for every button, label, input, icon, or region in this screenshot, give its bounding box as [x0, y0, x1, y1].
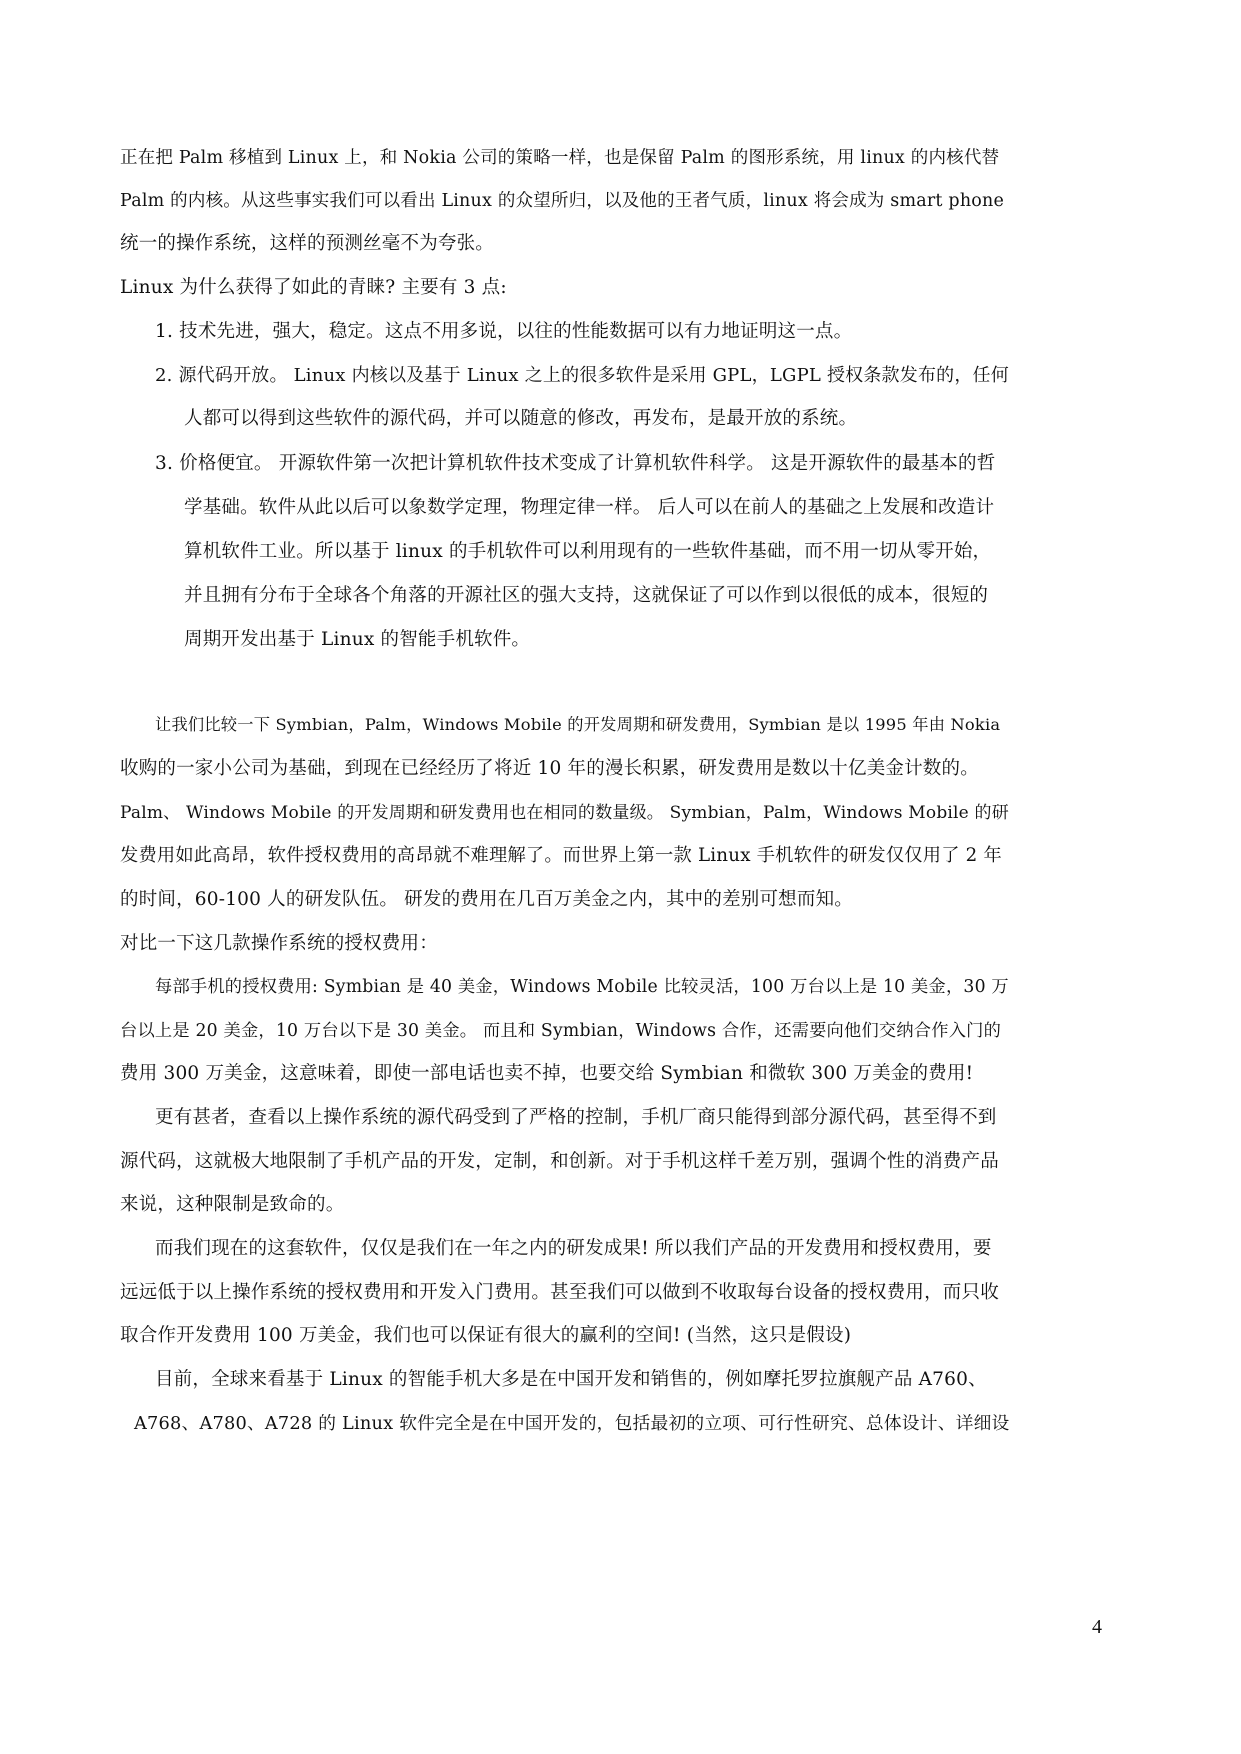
compare-line-5: 的时间，60-100 人的研发队伍。 研发的费用在几百万美金之内，其中的差别可想而知。 — [120, 889, 853, 910]
point-2-line-2: 人都可以得到这些软件的源代码，并可以随意的修改，再发布，是最开放的系统。 — [184, 408, 858, 429]
compare-line-2: 收购的一家小公司为基础，到现在已经经历了将近 10 年的漫长积累，研发费用是数以十亿美金计数的。 — [120, 758, 979, 779]
intro-line-1: 正在把 Palm 移植到 Linux 上，和 Nokia 公司的策略一样，也是保留 Palm 的图形系统，用 linux 的内核代替 — [120, 148, 1000, 168]
source-control-line-3: 来说，这种限制是致命的。 — [120, 1194, 345, 1215]
compare-line-1: 让我们比较一下 Symbian，Palm，Windows Mobile 的开发周期和研发费用，Symbian 是以 1995 年由 Nokia — [155, 715, 1001, 734]
source-control-line-2: 源代码，这就极大地限制了手机产品的开发，定制，和创新。对于手机这样千差万别，强调个性的消费产品 — [120, 1151, 999, 1172]
license-heading-line: 对比一下这几款操作系统的授权费用： — [120, 933, 438, 954]
license-fees-line-3: 费用 300 万美金，这意味着，即使一部电话也卖不掉，也要交给 Symbian 和微软 300 万美金的费用! — [120, 1063, 974, 1084]
our-software-line-3: 取合作开发费用 100 万美金，我们也可以保证有很大的赢利的空间! (当然，这只是假设) — [120, 1325, 852, 1346]
intro-line-2: Palm 的内核。从这些事实我们可以看出 Linux 的众望所归，以及他的王者气质，linux 将会成为 smart phone — [120, 191, 1005, 211]
compare-line-4: 发费用如此高昂，软件授权费用的高昂就不难理解了。而世界上第一款 Linux 手机软件的研发仅仅用了 2 年 — [120, 845, 1002, 866]
point-3-line-2: 学基础。软件从此以后可以象数学定理，物理定律一样。 后人可以在前人的基础之上发展和改造计 — [184, 497, 995, 518]
point-3-line-1: 3. 价格便宜。 开源软件第一次把计算机软件技术变成了计算机软件科学。 这是开源软件的最基本的哲 — [155, 453, 996, 474]
source-control-line-1: 更有甚者，查看以上操作系统的源代码受到了严格的控制，手机厂商只能得到部分源代码，甚至得不到 — [155, 1107, 997, 1128]
license-fees-line-1: 每部手机的授权费用: Symbian 是 40 美金，Windows Mobile 比较灵活，100 万台以上是 10 美金，30 万 — [155, 977, 1009, 997]
our-software-line-2: 远远低于以上操作系统的授权费用和开发入门费用。甚至我们可以做到不收取每台设备的授权费用，而只收 — [120, 1282, 999, 1303]
china-line-2: A768、A780、A728 的 Linux 软件完全是在中国开发的，包括最初的立项、可行性研究、总体设计、详细设 — [134, 1414, 1010, 1434]
point-3-line-4: 并且拥有分布于全球各个角落的开源社区的强大支持，这就保证了可以作到以很低的成本，很短的 — [184, 585, 989, 606]
question-line: Linux 为什么获得了如此的青睐? 主要有 3 点: — [120, 277, 507, 298]
china-line-1: 目前，全球来看基于 Linux 的智能手机大多是在中国开发和销售的，例如摩托罗拉旗舰产品 A760、 — [155, 1369, 987, 1390]
point-2-line-1: 2. 源代码开放。 Linux 内核以及基于 Linux 之上的很多软件是采用 GPL，LGPL 授权条款发布的，任何 — [155, 365, 1009, 386]
our-software-line-1: 而我们现在的这套软件，仅仅是我们在一年之内的研发成果! 所以我们产品的开发费用和授权费用，要 — [155, 1238, 992, 1259]
point-1-line-1: 1. 技术先进，强大，稳定。这点不用多说，以往的性能数据可以有力地证明这一点。 — [155, 321, 853, 342]
page-number: 4 — [1092, 1616, 1102, 1638]
intro-line-3: 统一的操作系统，这样的预测丝毫不为夸张。 — [120, 233, 495, 254]
point-3-line-5: 周期开发出基于 Linux 的智能手机软件。 — [184, 629, 531, 650]
compare-line-3: Palm、 Windows Mobile 的开发周期和研发费用也在相同的数量级。 Symbian，Palm，Windows Mobile 的研 — [120, 803, 1009, 823]
point-3-line-3: 算机软件工业。所以基于 linux 的手机软件可以利用现有的一些软件基础，而不用一切从零开始， — [184, 541, 992, 562]
license-fees-line-2: 台以上是 20 美金，10 万台以下是 30 美金。 而且和 Symbian，Windows 合作，还需要向他们交纳合作入门的 — [120, 1021, 1002, 1041]
